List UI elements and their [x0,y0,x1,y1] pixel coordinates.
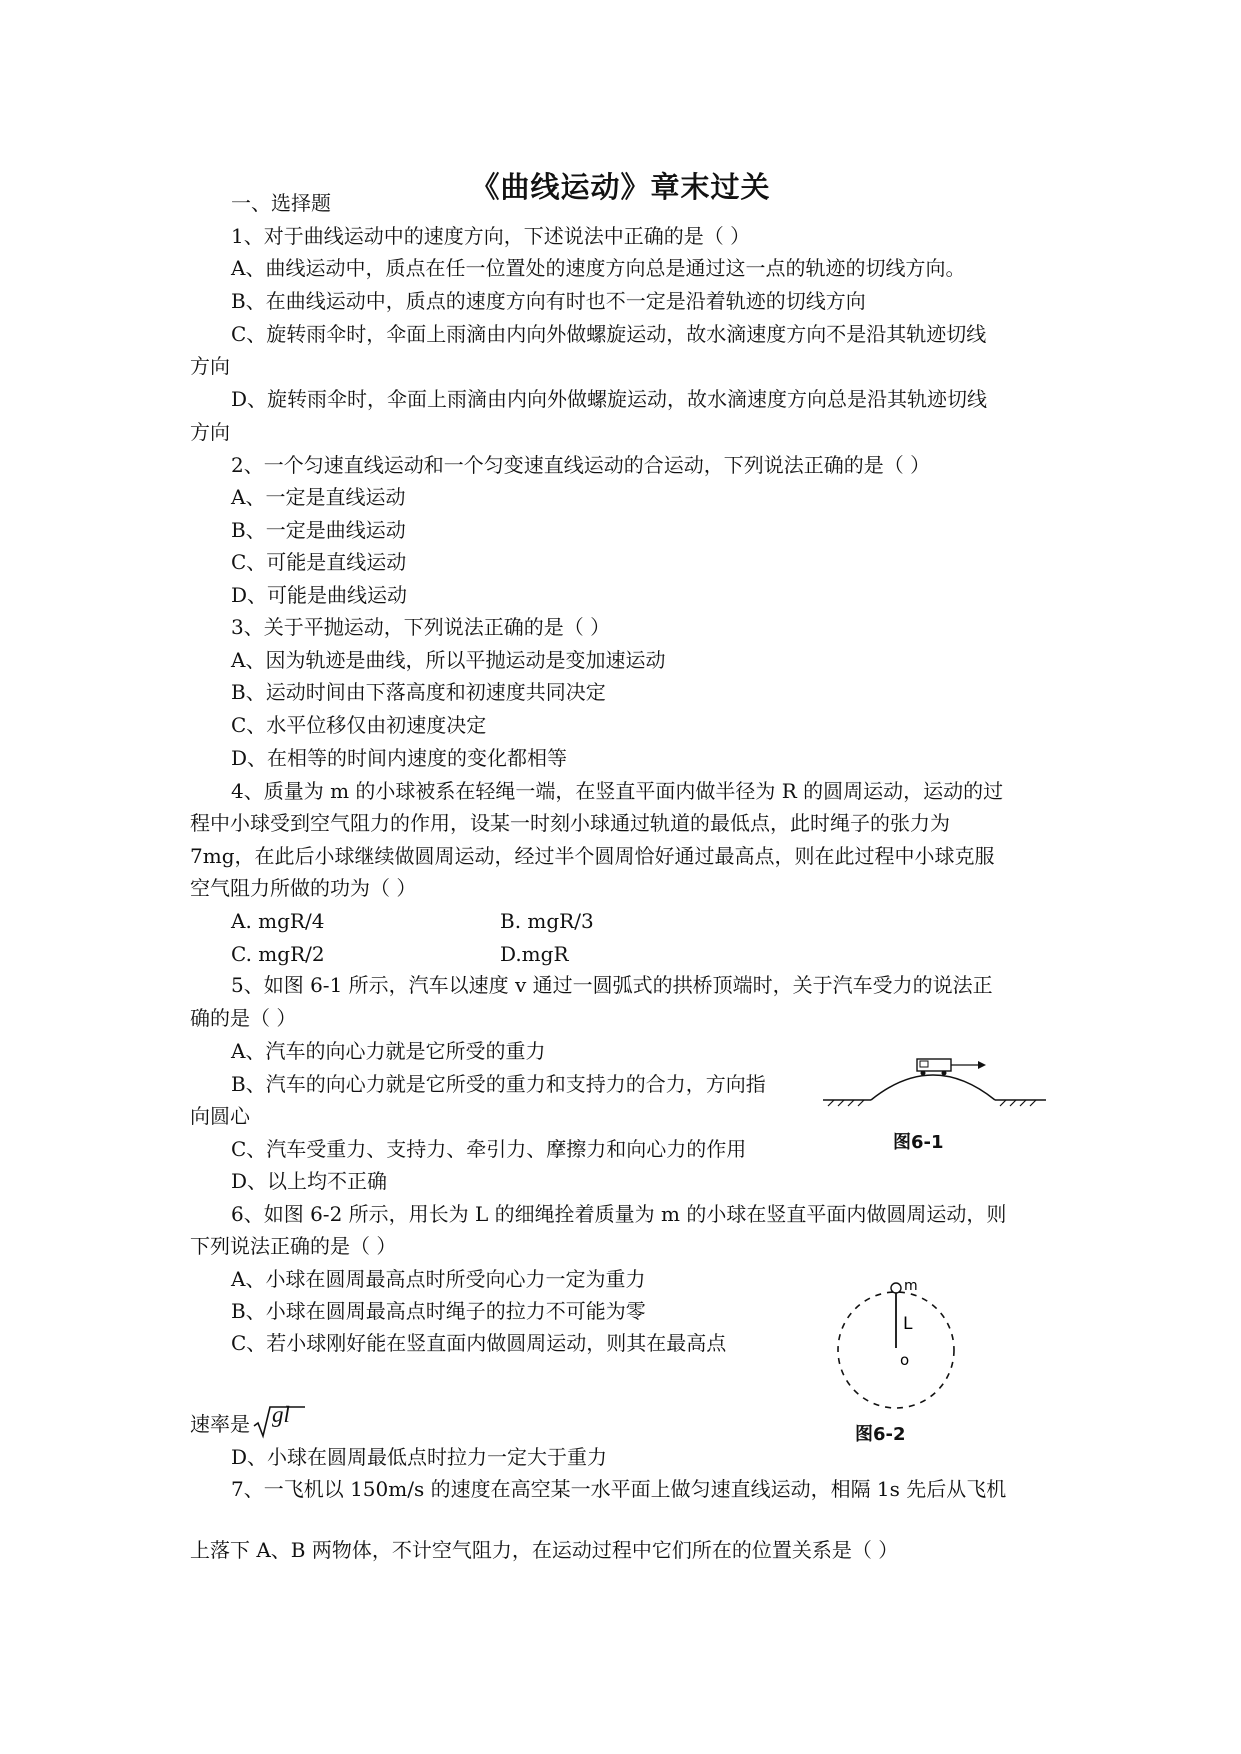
q4-option-a: A. mgR/4 [231,909,325,933]
page-title: 《曲线运动》章末过关 [470,170,771,204]
text-line: 空气阻力所做的功为（ ） [190,876,417,900]
q4-option-d: D.mgR [500,942,569,966]
text-line: 4、质量为 m 的小球被系在轻绳一端，在竖直平面内做半径为 R 的圆周运动，运动的过 [231,779,1004,803]
text-line: 程中小球受到空气阻力的作用，设某一时刻小球通过轨道的最低点，此时绳子的张力为 [190,811,950,835]
text-line: 速率是 [190,1412,250,1436]
text-line: D、旋转雨伞时，伞面上雨滴由内向外做螺旋运动，故水滴速度方向总是沿其轨迹切线 [231,387,988,411]
car-icon [917,1059,951,1076]
figure-6-2-caption: 图6-2 [855,1424,906,1445]
text-line: C、可能是直线运动 [231,550,407,574]
text-line: A、一定是直线运动 [231,485,406,509]
text-line: B、小球在圆周最高点时绳子的拉力不可能为零 [231,1299,646,1323]
text-line: D、小球在圆周最低点时拉力一定大于重力 [231,1445,608,1469]
figure-6-1-caption: 图6-1 [893,1132,944,1153]
text-line: 下列说法正确的是（ ） [190,1234,397,1258]
section-heading: 一、选择题 [231,191,331,215]
label-L: L [903,1314,913,1334]
text-line: D、在相等的时间内速度的变化都相等 [231,746,568,770]
q4-option-b: B. mgR/3 [500,909,594,933]
text-line: C、水平位移仅由初速度决定 [231,713,487,737]
text-line: C. mgR/2 [231,942,325,966]
text-line: B、运动时间由下落高度和初速度共同决定 [231,680,606,704]
text-line: 上落下 A、B 两物体，不计空气阻力，在运动过程中它们所在的位置关系是（ ） [190,1538,899,1562]
text-line: B、一定是曲线运动 [231,518,406,542]
text-line: 7mg，在此后小球继续做圆周运动，经过半个圆周恰好通过最高点，则在此过程中小球克服 [190,844,995,868]
figure-6-1-bridge [820,1050,1050,1120]
text-line: D、以上均不正确 [231,1169,388,1193]
text-line: A、因为轨迹是曲线，所以平抛运动是变加速运动 [231,648,666,672]
text-line: A、曲线运动中，质点在任一位置处的速度方向总是通过这一点的轨迹的切线方向。 [231,256,966,280]
text-line: 1、对于曲线运动中的速度方向，下述说法中正确的是（ ） [231,224,751,248]
text-line: A、小球在圆周最高点时所受向心力一定为重力 [231,1267,646,1291]
text-line: B、汽车的向心力就是它所受的重力和支持力的合力，方向指 [231,1072,766,1096]
text-line: 方向 [190,420,230,444]
text-line: 7、一飞机以 150m/s 的速度在高空某一水平面上做匀速直线运动，相隔 1s 先后从飞机 [231,1477,1007,1501]
text-line: B、在曲线运动中，质点的速度方向有时也不一定是沿着轨迹的切线方向 [231,289,866,313]
text-line: 向圆心 [190,1104,250,1128]
text-line: 确的是（ ） [190,1006,297,1030]
text-line: A、汽车的向心力就是它所受的重力 [231,1039,546,1063]
text-line: 5、如图 6-1 所示，汽车以速度 v 通过一圆弧式的拱桥顶端时，关于汽车受力的说法正 [231,973,993,997]
label-o: o [900,1351,910,1369]
text-line: C、旋转雨伞时，伞面上雨滴由内向外做螺旋运动，故水滴速度方向不是沿其轨迹切线 [231,322,987,346]
sqrt-expression: gl [272,1402,290,1427]
text-line: C、汽车受重力、支持力、牵引力、摩擦力和向心力的作用 [231,1137,747,1161]
text-line: C、若小球刚好能在竖直面内做圆周运动，则其在最高点 [231,1331,727,1355]
text-line: 方向 [190,354,230,378]
figure-6-2-circle [828,1268,964,1418]
text-line: 3、关于平抛运动，下列说法正确的是（ ） [231,615,611,639]
text-line: D、可能是曲线运动 [231,583,408,607]
text-line: 6、如图 6-2 所示，用长为 L 的细绳拴着质量为 m 的小球在竖直平面内做圆周运动，则 [231,1202,1007,1226]
label-m: m [904,1278,918,1294]
text-line: 2、一个匀速直线运动和一个匀变速直线运动的合运动，下列说法正确的是（ ） [231,453,931,477]
